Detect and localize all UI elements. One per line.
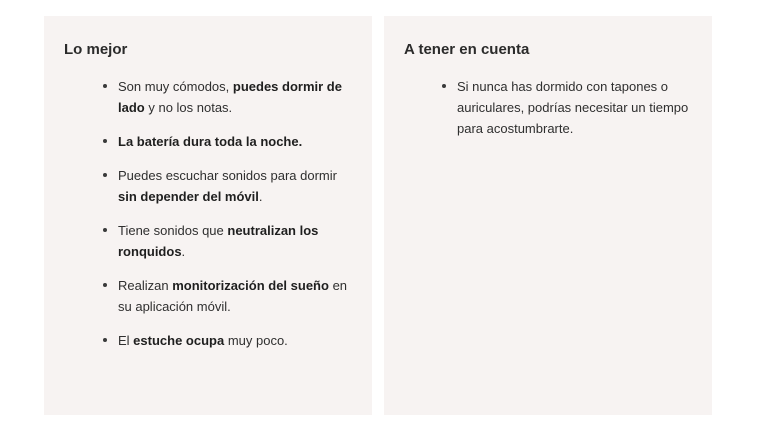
list-item [103, 76, 352, 118]
list-item [442, 76, 692, 139]
cons-list [404, 76, 692, 139]
item-text: . [258, 189, 263, 204]
bold-text: sin depender del móvil [118, 189, 259, 204]
item-text: Realizan [118, 278, 173, 293]
bold-text: estuche ocupa [133, 333, 225, 348]
list-item [103, 330, 352, 351]
item-text: y no los notas. [144, 100, 233, 115]
bold-text: La batería dura toda la noche. [118, 134, 303, 149]
bold-text: neutralizan los ronquidos [118, 223, 319, 259]
bullet-icon [103, 84, 107, 88]
bullet-icon [103, 228, 107, 232]
item-text: muy poco. [224, 333, 288, 348]
list-item [103, 131, 352, 152]
bullet-icon [103, 283, 107, 287]
bullet-icon [103, 139, 107, 143]
item-text: El [118, 333, 134, 348]
item-text: Son muy cómodos, [118, 79, 233, 94]
pros-list [64, 76, 352, 351]
bullet-icon [442, 84, 446, 88]
item-text: Si nunca has dormido con tapones o auriculares, podrías necesitar un tiempo para acostumbrarte. [457, 79, 689, 136]
pros-panel [44, 16, 372, 415]
bullet-icon [103, 338, 107, 342]
bold-text: puedes dormir de lado [118, 79, 342, 115]
list-item [103, 165, 352, 207]
item-text: Tiene sonidos que [118, 223, 228, 238]
pros-title: Lo mejor [64, 41, 128, 58]
cons-title: A tener en cuenta [404, 41, 530, 58]
item-text: . [181, 244, 186, 259]
bold-text: monitorización del sueño [172, 278, 329, 293]
list-item [103, 220, 352, 262]
item-text: Puedes escuchar sonidos para dormir [118, 168, 337, 183]
item-text: en su aplicación móvil. [118, 278, 348, 314]
bullet-icon [103, 173, 107, 177]
cons-panel [384, 16, 712, 415]
list-item [103, 275, 352, 317]
